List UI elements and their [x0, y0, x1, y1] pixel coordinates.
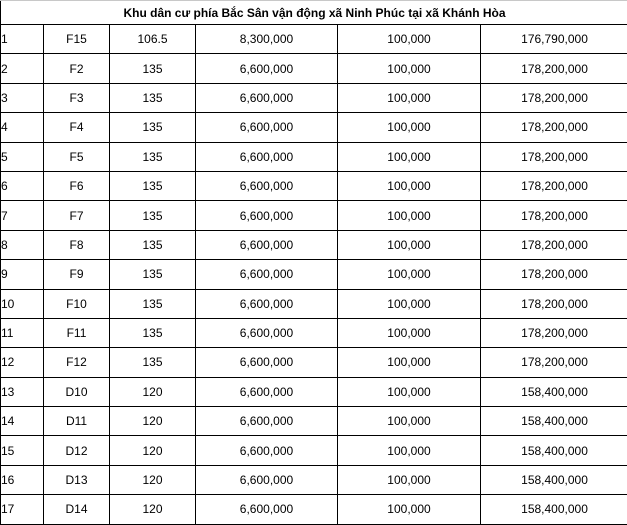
- area-cell: 120: [110, 465, 196, 494]
- lot-code-cell: D12: [44, 436, 110, 465]
- unit-price-cell: 6,600,000: [196, 201, 338, 230]
- lot-code-cell: F11: [44, 318, 110, 347]
- total-cell: 158,400,000: [481, 465, 627, 494]
- row-index-cell: 8: [1, 230, 44, 259]
- area-cell: 135: [110, 54, 196, 83]
- lot-code-cell: F9: [44, 260, 110, 289]
- unit-price-cell: 6,600,000: [196, 465, 338, 494]
- fee-cell: 100,000: [338, 83, 481, 112]
- fee-cell: 100,000: [338, 230, 481, 259]
- table-row: [1, 25, 627, 54]
- area-cell: 135: [110, 318, 196, 347]
- row-index-cell: 10: [1, 289, 44, 318]
- row-index-cell: 11: [1, 318, 44, 347]
- row-index-cell: 12: [1, 348, 44, 377]
- area-cell: 135: [110, 289, 196, 318]
- fee-cell: 100,000: [338, 436, 481, 465]
- lot-code-cell: F7: [44, 201, 110, 230]
- table-row: [1, 260, 627, 289]
- area-cell: 135: [110, 201, 196, 230]
- fee-cell: 100,000: [338, 142, 481, 171]
- unit-price-cell: 6,600,000: [196, 495, 338, 524]
- fee-cell: 100,000: [338, 113, 481, 142]
- unit-price-cell: 6,600,000: [196, 289, 338, 318]
- row-index-cell: 6: [1, 171, 44, 200]
- area-cell: 120: [110, 377, 196, 406]
- total-cell: 178,200,000: [481, 142, 627, 171]
- lot-code-cell: F10: [44, 289, 110, 318]
- row-index-cell: 15: [1, 436, 44, 465]
- row-index-cell: 1: [1, 25, 44, 54]
- unit-price-cell: 6,600,000: [196, 260, 338, 289]
- total-cell: 178,200,000: [481, 54, 627, 83]
- table-row: [1, 83, 627, 112]
- table-row: [1, 318, 627, 347]
- unit-price-cell: 6,600,000: [196, 318, 338, 347]
- total-cell: 176,790,000: [481, 25, 627, 54]
- unit-price-cell: 6,600,000: [196, 230, 338, 259]
- table-row: [1, 465, 627, 494]
- lot-code-cell: F5: [44, 142, 110, 171]
- total-cell: 158,400,000: [481, 436, 627, 465]
- table-row: [1, 171, 627, 200]
- fee-cell: 100,000: [338, 348, 481, 377]
- total-cell: 178,200,000: [481, 113, 627, 142]
- unit-price-cell: 6,600,000: [196, 436, 338, 465]
- row-index-cell: 14: [1, 407, 44, 436]
- fee-cell: 100,000: [338, 25, 481, 54]
- area-cell: 135: [110, 260, 196, 289]
- row-index-cell: 2: [1, 54, 44, 83]
- table-row: [1, 407, 627, 436]
- fee-cell: 100,000: [338, 495, 481, 524]
- area-cell: 135: [110, 83, 196, 112]
- lot-code-cell: F15: [44, 25, 110, 54]
- fee-cell: 100,000: [338, 260, 481, 289]
- lot-code-cell: F4: [44, 113, 110, 142]
- total-cell: 178,200,000: [481, 201, 627, 230]
- lot-code-cell: D10: [44, 377, 110, 406]
- lot-code-cell: D11: [44, 407, 110, 436]
- table-row: [1, 377, 627, 406]
- total-cell: 178,200,000: [481, 230, 627, 259]
- unit-price-cell: 6,600,000: [196, 83, 338, 112]
- lot-code-cell: F8: [44, 230, 110, 259]
- fee-cell: 100,000: [338, 54, 481, 83]
- row-index-cell: 7: [1, 201, 44, 230]
- fee-cell: 100,000: [338, 201, 481, 230]
- area-cell: 135: [110, 142, 196, 171]
- fee-cell: 100,000: [338, 289, 481, 318]
- area-cell: 135: [110, 230, 196, 259]
- area-cell: 106.5: [110, 25, 196, 54]
- unit-price-cell: 6,600,000: [196, 142, 338, 171]
- total-cell: 178,200,000: [481, 318, 627, 347]
- unit-price-cell: 6,600,000: [196, 171, 338, 200]
- table-row: [1, 348, 627, 377]
- area-cell: 135: [110, 113, 196, 142]
- table-row: [1, 54, 627, 83]
- unit-price-cell: 6,600,000: [196, 407, 338, 436]
- unit-price-cell: 6,600,000: [196, 377, 338, 406]
- total-cell: 178,200,000: [481, 83, 627, 112]
- table-row: [1, 289, 627, 318]
- unit-price-cell: 6,600,000: [196, 54, 338, 83]
- total-cell: 178,200,000: [481, 348, 627, 377]
- fee-cell: 100,000: [338, 407, 481, 436]
- table-title-row: [1, 1, 627, 25]
- fee-cell: 100,000: [338, 171, 481, 200]
- area-cell: 120: [110, 436, 196, 465]
- table-row: [1, 201, 627, 230]
- fee-cell: 100,000: [338, 377, 481, 406]
- total-cell: 178,200,000: [481, 289, 627, 318]
- row-index-cell: 4: [1, 113, 44, 142]
- unit-price-cell: 8,300,000: [196, 25, 338, 54]
- table-row: [1, 436, 627, 465]
- row-index-cell: 16: [1, 465, 44, 494]
- row-index-cell: 3: [1, 83, 44, 112]
- lot-code-cell: F2: [44, 54, 110, 83]
- row-index-cell: 9: [1, 260, 44, 289]
- fee-cell: 100,000: [338, 318, 481, 347]
- total-cell: 158,400,000: [481, 377, 627, 406]
- table-row: [1, 113, 627, 142]
- total-cell: 158,400,000: [481, 407, 627, 436]
- lot-code-cell: F6: [44, 171, 110, 200]
- row-index-cell: 5: [1, 142, 44, 171]
- area-cell: 120: [110, 407, 196, 436]
- unit-price-cell: 6,600,000: [196, 348, 338, 377]
- area-cell: 135: [110, 171, 196, 200]
- area-cell: 135: [110, 348, 196, 377]
- table-row: [1, 142, 627, 171]
- total-cell: 158,400,000: [481, 495, 627, 524]
- lot-code-cell: D14: [44, 495, 110, 524]
- row-index-cell: 17: [1, 495, 44, 524]
- total-cell: 178,200,000: [481, 260, 627, 289]
- table-title: Khu dân cư phía Bắc Sân vận động xã Ninh Phúc tại xã Khánh Hòa: [1, 1, 627, 25]
- table-row: [1, 230, 627, 259]
- table-row: [1, 495, 627, 524]
- lot-code-cell: F3: [44, 83, 110, 112]
- lot-code-cell: D13: [44, 465, 110, 494]
- area-cell: 120: [110, 495, 196, 524]
- fee-cell: 100,000: [338, 465, 481, 494]
- table-body: [1, 1, 627, 525]
- unit-price-cell: 6,600,000: [196, 113, 338, 142]
- lot-code-cell: F12: [44, 348, 110, 377]
- row-index-cell: 13: [1, 377, 44, 406]
- total-cell: 178,200,000: [481, 171, 627, 200]
